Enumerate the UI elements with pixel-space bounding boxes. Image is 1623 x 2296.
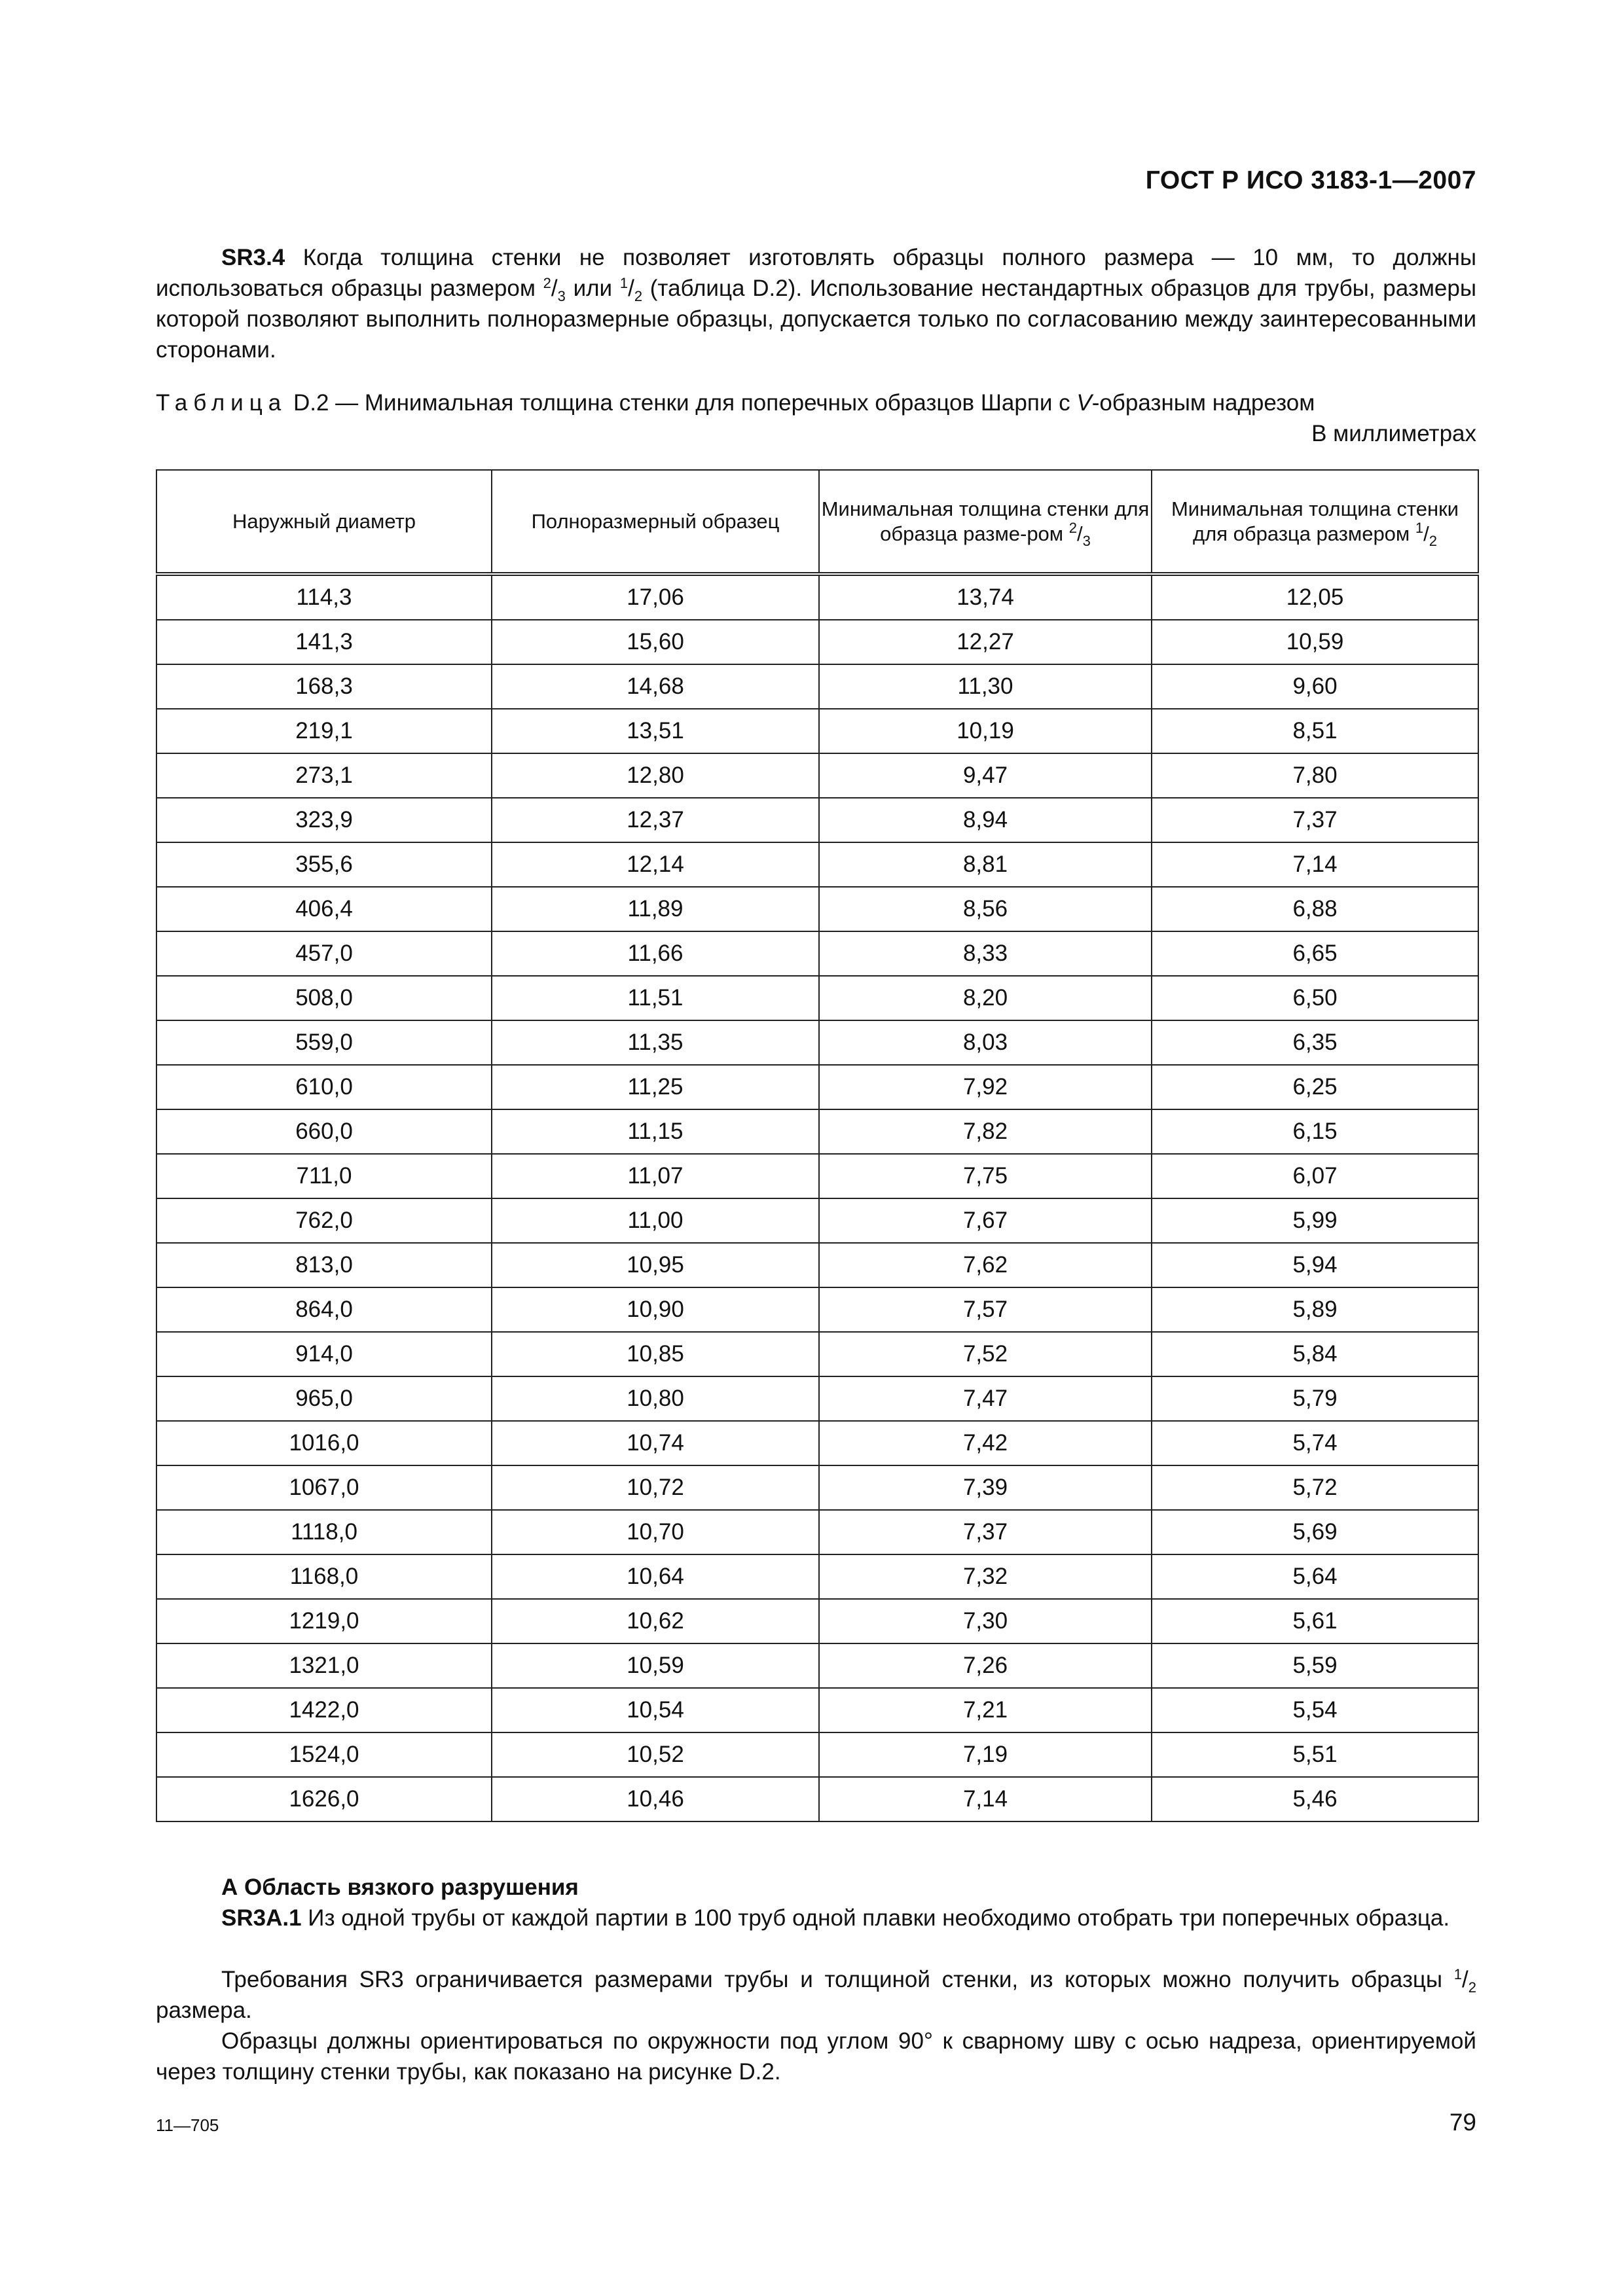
table-cell: 11,51	[492, 976, 819, 1020]
table-cell: 1067,0	[156, 1465, 492, 1510]
table-cell: 457,0	[156, 931, 492, 976]
table-cell: 12,37	[492, 798, 819, 842]
table-cell: 7,14	[1152, 842, 1478, 887]
table-cell: 6,35	[1152, 1020, 1478, 1065]
table-cell: 114,3	[156, 574, 492, 620]
text-run: или	[565, 276, 620, 301]
section-a-heading: А Область вязкого разрушения	[221, 1874, 579, 1900]
table-row	[156, 1643, 1478, 1688]
table-row	[156, 1243, 1478, 1287]
table-cell: 1118,0	[156, 1510, 492, 1554]
table-row	[156, 620, 1478, 664]
table-cell: 5,64	[1152, 1554, 1478, 1599]
table-row	[156, 976, 1478, 1020]
table-cell: 10,95	[492, 1243, 819, 1287]
table-cell: 5,79	[1152, 1376, 1478, 1421]
table-cell: 10,72	[492, 1465, 819, 1510]
table-cell: 11,89	[492, 887, 819, 931]
table-cell: 10,85	[492, 1332, 819, 1376]
table-cell: 219,1	[156, 709, 492, 753]
fraction-denominator: 3	[1082, 532, 1091, 549]
table-cell: 273,1	[156, 753, 492, 798]
table-cell: 8,03	[819, 1020, 1152, 1065]
table-cell: 14,68	[492, 664, 819, 709]
clause-label: SR3A.1	[221, 1905, 302, 1931]
table-cell: 7,19	[819, 1732, 1152, 1777]
document-header-id: ГОСТ Р ИСО 3183-1—2007	[1145, 166, 1476, 194]
table-cell: 10,74	[492, 1421, 819, 1465]
table-caption	[156, 387, 1476, 418]
table-cell: 10,90	[492, 1287, 819, 1332]
table-cell: 508,0	[156, 976, 492, 1020]
table-caption-text: D.2 — Минимальная толщина стенки для поперечных образцов Шарпи с	[287, 390, 1077, 416]
table-cell: 914,0	[156, 1332, 492, 1376]
table-cell: 7,37	[1152, 798, 1478, 842]
paragraph-sr3a-1	[156, 1903, 1476, 1933]
table-cell: 11,66	[492, 931, 819, 976]
table-cell: 7,80	[1152, 753, 1478, 798]
table-cell: 6,07	[1152, 1154, 1478, 1198]
table-cell: 10,59	[492, 1643, 819, 1688]
header-half-specimen: Минимальная толщина стенки для образца размером $^1/_2$	[1152, 470, 1478, 574]
table-cell: 406,4	[156, 887, 492, 931]
table-cell: 813,0	[156, 1243, 492, 1287]
table-cell: 11,07	[492, 1154, 819, 1198]
table-cell: 1524,0	[156, 1732, 492, 1777]
header-outer-diameter: Наружный диаметр	[156, 470, 492, 574]
wall-thickness-table	[156, 469, 1479, 1822]
table-cell: 12,14	[492, 842, 819, 887]
table-cell: 7,32	[819, 1554, 1152, 1599]
fraction-numerator: 2	[543, 275, 551, 291]
table-caption-tail: -образным надрезом	[1091, 390, 1315, 416]
table-cell: 10,62	[492, 1599, 819, 1643]
text-run: (таблица D.2). Использование нестандартных образцов для трубы, размеры которой позволяют выполнить полноразмерные образцы, допускается только по согласованию между заинтересованными сторонами.	[156, 276, 1476, 363]
page-number: 79	[1449, 2109, 1476, 2136]
text-run: Требования SR3 ограничивается размерами трубы и толщиной стенки, из которых можно получить образцы	[221, 1967, 1454, 1992]
table-cell: 9,47	[819, 753, 1152, 798]
table-cell: 8,94	[819, 798, 1152, 842]
table-cell: 7,37	[819, 1510, 1152, 1554]
table-units: В миллиметрах	[1311, 421, 1476, 446]
table-cell: 6,65	[1152, 931, 1478, 976]
table-cell: 7,42	[819, 1421, 1152, 1465]
table-row	[156, 931, 1478, 976]
table-row	[156, 1109, 1478, 1154]
table-cell: 7,62	[819, 1243, 1152, 1287]
table-row	[156, 753, 1478, 798]
table-row	[156, 1510, 1478, 1554]
fraction-numerator: 1	[1453, 1966, 1463, 1982]
table-row	[156, 1332, 1478, 1376]
table-cell: 355,6	[156, 842, 492, 887]
table-cell: 6,88	[1152, 887, 1478, 931]
table-cell: 10,59	[1152, 620, 1478, 664]
table-row	[156, 1287, 1478, 1332]
table-row	[156, 709, 1478, 753]
table-cell: 7,26	[819, 1643, 1152, 1688]
table-row	[156, 1376, 1478, 1421]
table-cell: 11,35	[492, 1020, 819, 1065]
table-cell: 17,06	[492, 574, 819, 620]
table-cell: 5,94	[1152, 1243, 1478, 1287]
table-cell: 1422,0	[156, 1688, 492, 1732]
table-cell: 7,75	[819, 1154, 1152, 1198]
table-cell: 1016,0	[156, 1421, 492, 1465]
table-row	[156, 1732, 1478, 1777]
table-row	[156, 887, 1478, 931]
table-cell: 8,51	[1152, 709, 1478, 753]
header-text: Минимальная толщина стенки для образца размером	[1171, 497, 1459, 545]
table-cell: 7,21	[819, 1688, 1152, 1732]
table-row	[156, 1599, 1478, 1643]
table-cell: 7,47	[819, 1376, 1152, 1421]
table-cell: 5,46	[1152, 1777, 1478, 1821]
fraction-denominator: 2	[634, 288, 643, 304]
table-row	[156, 1554, 1478, 1599]
header-two-thirds-specimen: Минимальная толщина стенки для образца разме-ром $^2/_3$	[819, 470, 1152, 574]
table-row	[156, 1421, 1478, 1465]
fraction-numerator: 1	[1415, 519, 1424, 536]
table-cell: 13,74	[819, 574, 1152, 620]
fraction-denominator: 2	[1429, 532, 1437, 549]
header-text: Минимальная толщина стенки для образца разме-ром	[821, 497, 1150, 545]
text-run: Когда толщина стенки не позволяет изготовлять образцы полного размера — 10 мм, то должны использоваться образцы размером	[156, 245, 1476, 301]
table-row	[156, 842, 1478, 887]
table-cell: 7,39	[819, 1465, 1152, 1510]
table-cell: 12,05	[1152, 574, 1478, 620]
table-cell: 168,3	[156, 664, 492, 709]
table-row	[156, 798, 1478, 842]
table-row	[156, 1065, 1478, 1109]
table-row	[156, 574, 1478, 620]
table-cell: 5,51	[1152, 1732, 1478, 1777]
table-cell: 5,69	[1152, 1510, 1478, 1554]
table-cell: 5,72	[1152, 1465, 1478, 1510]
table-cell: 660,0	[156, 1109, 492, 1154]
table-cell: 7,14	[819, 1777, 1152, 1821]
table-cell: 1168,0	[156, 1554, 492, 1599]
table-cell: 8,81	[819, 842, 1152, 887]
table-cell: 11,15	[492, 1109, 819, 1154]
paragraph-sr3-4: SR3.4 Когда толщина стенки не позволяет изготовлять образцы полного размера — 10 мм, то должны использоваться образцы размером $^2/_3$ или $^1/_2$ (таблица D.2). Использование нестандартных образцов для трубы, размеры которой позволяют выполнить полноразмерные образцы, допускается только по согласованию между заинтересованными сторонами.	[156, 245, 1476, 363]
footer-code: 11—705	[156, 2115, 219, 2135]
table-row	[156, 664, 1478, 709]
paragraph-requirements: Требования SR3 ограничивается размерами трубы и толщиной стенки, из которых можно получить образцы $^1/_2$ размера.	[156, 1966, 1476, 2023]
table-cell: 323,9	[156, 798, 492, 842]
table-cell: 9,60	[1152, 664, 1478, 709]
table-cell: 1219,0	[156, 1599, 492, 1643]
table-cell: 7,92	[819, 1065, 1152, 1109]
table-body	[156, 574, 1478, 1821]
table-cell: 610,0	[156, 1065, 492, 1109]
table-row	[156, 1154, 1478, 1198]
table-cell: 10,54	[492, 1688, 819, 1732]
table-cell: 7,52	[819, 1332, 1152, 1376]
text-run: Из одной трубы от каждой партии в 100 труб одной плавки необходимо отобрать три поперечных образца.	[301, 1905, 1450, 1931]
table-cell: 141,3	[156, 620, 492, 664]
table-cell: 762,0	[156, 1198, 492, 1243]
table-cell: 559,0	[156, 1020, 492, 1065]
table-row	[156, 1777, 1478, 1821]
table-cell: 5,61	[1152, 1599, 1478, 1643]
table-cell: 10,52	[492, 1732, 819, 1777]
table-cell: 8,33	[819, 931, 1152, 976]
fraction-numerator: 1	[619, 275, 629, 291]
table-cell: 13,51	[492, 709, 819, 753]
table-cell: 8,56	[819, 887, 1152, 931]
table-cell: 711,0	[156, 1154, 492, 1198]
table-cell: 5,59	[1152, 1643, 1478, 1688]
table-cell: 15,60	[492, 620, 819, 664]
fraction-numerator: 2	[1068, 519, 1077, 536]
table-cell: 10,70	[492, 1510, 819, 1554]
text-run: размера.	[156, 1998, 252, 2023]
table-cell: 10,19	[819, 709, 1152, 753]
table-caption-v: V	[1076, 390, 1092, 416]
table-cell: 864,0	[156, 1287, 492, 1332]
table-cell: 5,99	[1152, 1198, 1478, 1243]
table-cell: 1626,0	[156, 1777, 492, 1821]
table-cell: 6,50	[1152, 976, 1478, 1020]
table-cell: 5,89	[1152, 1287, 1478, 1332]
paragraph-orientation: Образцы должны ориентироваться по окружности под углом 90° к сварному шву с осью надреза, ориентируемой через толщину стенки трубы, как показано на рисунке D.2.	[156, 2028, 1476, 2085]
table-cell: 12,27	[819, 620, 1152, 664]
table-cell: 5,84	[1152, 1332, 1478, 1376]
table-cell: 10,64	[492, 1554, 819, 1599]
table-cell: 11,25	[492, 1065, 819, 1109]
table-cell: 7,67	[819, 1198, 1152, 1243]
table-row	[156, 1020, 1478, 1065]
table-cell: 12,80	[492, 753, 819, 798]
table-cell: 11,30	[819, 664, 1152, 709]
table-cell: 11,00	[492, 1198, 819, 1243]
table-cell: 6,25	[1152, 1065, 1478, 1109]
table-row	[156, 1465, 1478, 1510]
table-header-row	[156, 470, 1478, 574]
table-row	[156, 1198, 1478, 1243]
table-row	[156, 1688, 1478, 1732]
table-cell: 5,74	[1152, 1421, 1478, 1465]
table-cell: 1321,0	[156, 1643, 492, 1688]
table-cell: 8,20	[819, 976, 1152, 1020]
table-cell: 6,15	[1152, 1109, 1478, 1154]
table-caption-word: Таблица	[156, 390, 287, 416]
table-cell: 10,46	[492, 1777, 819, 1821]
table-cell: 7,82	[819, 1109, 1152, 1154]
header-full-size-specimen: Полноразмерный образец	[492, 470, 819, 574]
fraction-denominator: 2	[1468, 1979, 1476, 1996]
table-cell: 965,0	[156, 1376, 492, 1421]
table-cell: 10,80	[492, 1376, 819, 1421]
clause-label: SR3.4	[221, 245, 285, 270]
fraction-denominator: 3	[557, 288, 566, 304]
table-cell: 7,30	[819, 1599, 1152, 1643]
table-cell: 7,57	[819, 1287, 1152, 1332]
table-cell: 5,54	[1152, 1688, 1478, 1732]
